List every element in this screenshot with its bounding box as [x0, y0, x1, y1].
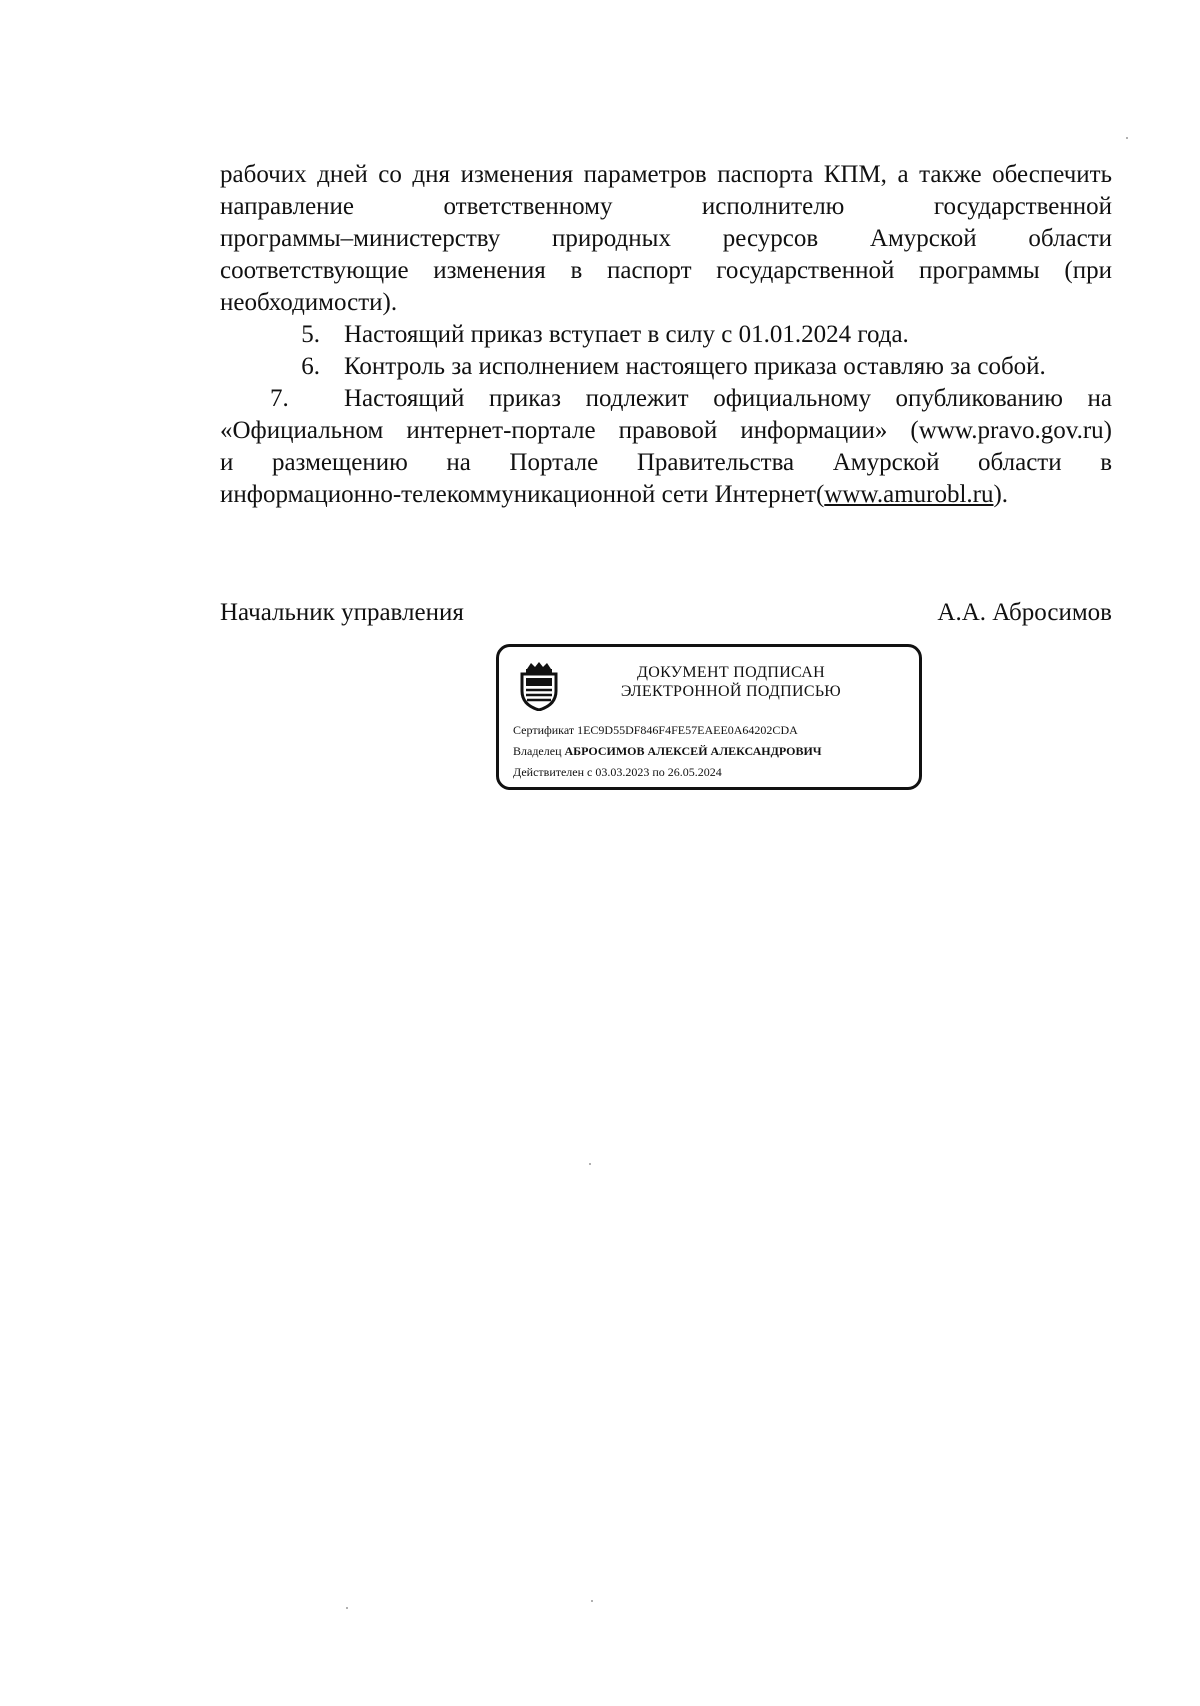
list-item — [220, 319, 1112, 351]
paragraph-line: программы–министерству природных ресурсов Амурской области — [220, 225, 1112, 252]
item-number: 6. — [301, 353, 320, 380]
paragraph-line: необходимости). — [220, 289, 398, 316]
item-text: Контроль за исполнением настоящего приказа оставляю за собой. — [344, 353, 1046, 380]
item-text: Настоящий приказ вступает в силу с 01.01.2024 года. — [344, 321, 909, 348]
item-number: 5. — [301, 321, 320, 348]
list-item — [220, 383, 1112, 415]
stamp-title: ДОКУМЕНТ ПОДПИСАН ЭЛЕКТРОННОЙ ПОДПИСЬЮ — [620, 664, 842, 700]
item-number: 7. — [270, 385, 289, 412]
document-body — [220, 159, 1112, 511]
signature-row — [220, 597, 1112, 629]
paragraph-line — [220, 479, 1112, 511]
signatory-position: Начальник управления — [220, 599, 464, 626]
amurobl-link[interactable]: www.amurobl.ru — [824, 481, 994, 508]
signatory-name: А.А. Абросимов — [937, 599, 1112, 626]
item-text: Настоящий приказ подлежит официальному опубликованию на — [344, 385, 1112, 412]
paragraph-line: соответствующие изменения в паспорт государственной программы (при — [220, 257, 1112, 284]
scan-speck — [346, 1607, 348, 1609]
paragraph-line: и размещению на Портале Правительства Амурской области в — [220, 449, 1112, 476]
scan-speck — [589, 1163, 591, 1165]
line-suffix: ). — [993, 481, 1009, 508]
owner-line: Владелец АБРОСИМОВ АЛЕКСЕЙ АЛЕКСАНДРОВИЧ — [513, 744, 822, 758]
paragraph-line: рабочих дней со дня изменения параметров паспорта КПМ, а также обеспечить — [220, 161, 1112, 188]
paragraph-line: направление ответственному исполнителю государственной — [220, 193, 1112, 220]
coat-of-arms-icon — [517, 661, 561, 711]
certificate-line: Сертификат 1EC9D55DF846F4FE57EAEE0A64202CDA — [513, 723, 798, 737]
scan-speck — [591, 1600, 593, 1602]
line-prefix: информационно-телекоммуникационной сети Интернет( — [220, 481, 825, 508]
paragraph-line: «Официальном интернет-портале правовой информации» (www.pravo.gov.ru) — [220, 417, 1112, 444]
validity-line: Действителен с 03.03.2023 по 26.05.2024 — [513, 765, 722, 779]
scan-speck — [1126, 137, 1128, 139]
electronic-signature-stamp — [496, 644, 922, 790]
list-item — [220, 351, 1112, 383]
